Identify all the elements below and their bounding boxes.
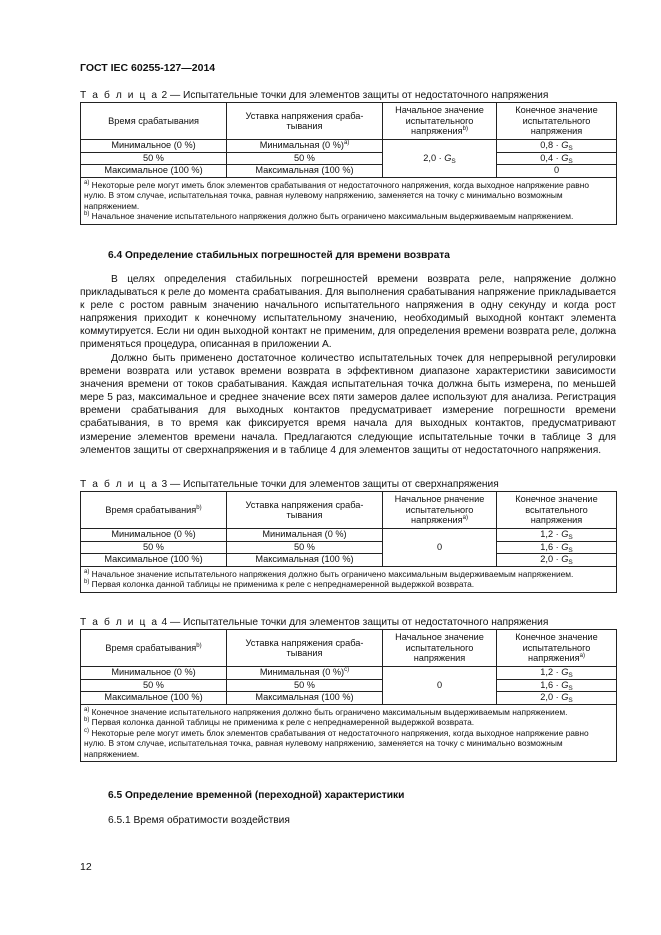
- table3-note-a: $^{a)}$ Начальное значение испытательного напряжения должно быть ограничено максимальным выдерживаемым напряжением.: [84, 568, 574, 579]
- table2-cell: $0,8 \cdot G_S$: [497, 140, 617, 153]
- table4-header-col2: Уставка напряжения сраба-тывания: [227, 630, 383, 667]
- table3-cell: $1,6 \cdot G_S$: [497, 541, 617, 554]
- table3-cell: Минимальное (0 %): [81, 529, 227, 542]
- table4-cell: 50 %: [81, 679, 227, 692]
- table4-caption-text: 4 — Испытательные точки для элементов защиты от недостаточного напряжения: [158, 617, 549, 628]
- table3: [80, 491, 617, 593]
- section-6-4-paragraph-2: Должно быть применено достаточное количество испытательных точек для непрерывной регулировки времени возврата или уставок времени возврата в эффективном диапазоне характеристики зависимости значения времени от токов срабатывания. Каждая испытательная точка должна быть измерена, по меньшей мере 5 раз, максимальное и среднее значение всех пяти замеров далее используют для анализа. Регистрация времени срабатывания для выходных контактов предусматривает измерение погрешности времени срабатывания, в то время как фиксируется время начала для выходных контактов, предусматривают измерение элементов времени начала. Предлагаются следующие испытательные точки в таблице 3 для элементов защиты от сверхнапряжения и в таблице 4 для элементов защиты от недостаточного напряжения.: [80, 353, 616, 456]
- table3-header-col3: Начальное рначение испытательного напряжения$^{a)}$: [383, 492, 497, 529]
- table4-note-c: $^{c)}$ Некоторые реле могут иметь блок элементов срабатывания от недостаточного напряжения, когда выходное напряжение равно нулю. В этом случае, испытательная точка, равная нулевому напряжению, заменяется на точку с минимально возможным напряжением.: [84, 727, 589, 759]
- table3-caption: [80, 479, 499, 490]
- table4-cell: Минимальная (0 %)$^{c)}$: [227, 667, 383, 680]
- table3-caption-label: Т а б л и ц а: [80, 479, 159, 490]
- table2-merged-initial-value: $2,0 \cdot G_S$: [383, 140, 497, 178]
- table2-cell: Максимальное (100 %): [81, 165, 227, 178]
- table2-caption: [80, 90, 548, 101]
- table3-header-col4: Конечное значение всытательного напряжения: [497, 492, 617, 529]
- table2-header-col4: Конечное значение испытательного напряжения: [497, 103, 617, 140]
- table2-caption-text: 2 — Испытательные точки для элементов защиты от недостаточного напряжения: [158, 90, 549, 101]
- section-6-5-title: 6.5 Определение временной (переходной) характеристики: [108, 790, 405, 801]
- table4-caption-label: Т а б л и ц а: [80, 617, 159, 628]
- page-number: 12: [80, 861, 92, 873]
- table4-header-col1: Время срабатывания$^{b)}$: [81, 630, 227, 667]
- table3-cell: Минимальная (0 %): [227, 529, 383, 542]
- table4-merged-initial-value: 0: [383, 667, 497, 705]
- table2-cell: Максимальная (100 %): [227, 165, 383, 178]
- table3-header-col2: Уставка напряжения сраба-тывания: [227, 492, 383, 529]
- table2-notes: [81, 177, 617, 224]
- table3-cell: $2,0 \cdot G_S$: [497, 554, 617, 567]
- table2-header-col1: Время срабатывания: [81, 103, 227, 140]
- table4-cell: Минимальное (0 %): [81, 667, 227, 680]
- table3-notes: [81, 566, 617, 592]
- table4-cell: Максимальная (100 %): [227, 692, 383, 705]
- table4-note-a: $^{a)}$ Конечное значение испытательного напряжения должно быть ограничено максимальным выдерживаемым напряжением.: [84, 706, 568, 717]
- table3-cell: Максимальная (100 %): [227, 554, 383, 567]
- table3-cell: 50 %: [227, 541, 383, 554]
- table2-cell: 50 %: [81, 152, 227, 165]
- table4: [80, 629, 617, 762]
- table4-cell: $1,2 \cdot G_S$: [497, 667, 617, 680]
- table2-header-col3: Начальное значение испытательного напряжения$^{b)}$: [383, 103, 497, 140]
- table2-cell: $0,4 \cdot G_S$: [497, 152, 617, 165]
- table2-note-a: $^{a)}$ Некоторые реле могут иметь блок элементов срабатывания от недостаточного напряжения, когда выходное напряжение равно нулю. В этом случае, испытательная точка, равная нулевому напряжению, заменяется на точку с минимально возможным напряжением.: [84, 179, 589, 211]
- table2-caption-label: Т а б л и ц а: [80, 90, 159, 101]
- table4-cell: $2,0 \cdot G_S$: [497, 692, 617, 705]
- section-6-4-title: 6.4 Определение стабильных погрешностей для времени возврата: [108, 250, 450, 261]
- table2-cell: Минимальная (0 %)$^{a)}$: [227, 140, 383, 153]
- document-header: ГОСТ IEC 60255-127—2014: [80, 62, 216, 74]
- table2-cell: Минимальное (0 %): [81, 140, 227, 153]
- section-6-4-paragraph-1: В целях определения стабильных погрешностей времени возврата реле, напряжение должно прикладываться к реле до момента срабатывания. Для выполнения срабатывания напряжение прикладывается к реле с ростом равным значению начального испытательного напряжения в одну секунду и когда рост напряжения приходит к конечному испытательному значению, необходимый выходной контакт элемента коммутируется. Если ни один выходной контакт не применим, для определения времени возврата реле, должна применяться процедура, описанная в приложении А.: [80, 274, 616, 351]
- table4-cell: 50 %: [227, 679, 383, 692]
- table4-cell: Максимальное (100 %): [81, 692, 227, 705]
- table3-caption-text: 3 — Испытательные точки для элементов защиты от сверхнапряжения: [158, 479, 499, 490]
- table4-note-b: $^{b)}$ Первая колонка данной таблицы не применима к реле с непреднамеренной выдержкой возврата.: [84, 717, 475, 728]
- table2-note-b: $^{b)}$ Начальное значение испытательного напряжения должно быть ограничено максимальным выдерживаемым напряжением.: [84, 211, 574, 222]
- table4-header-col3: Начальное значение испытательного напряжения: [383, 630, 497, 667]
- table3-note-b: $^{b)}$ Первая колонка данной таблицы не применима к реле с непреднамеренной выдержкой возврата.: [84, 579, 475, 590]
- table2-cell: 0: [497, 165, 617, 178]
- table2-header-col2: Уставка напряжения сраба-тывания: [227, 103, 383, 140]
- table4-caption: [80, 617, 548, 628]
- table4-notes: [81, 704, 617, 762]
- section-6-5-1-title: 6.5.1 Время обратимости воздействия: [108, 815, 290, 826]
- table3-cell: Максимальное (100 %): [81, 554, 227, 567]
- table3-cell: $1,2 \cdot G_S$: [497, 529, 617, 542]
- table3-merged-initial-value: 0: [383, 529, 497, 567]
- table4-cell: $1,6 \cdot G_S$: [497, 679, 617, 692]
- table2: [80, 102, 617, 225]
- table3-cell: 50 %: [81, 541, 227, 554]
- table2-cell: 50 %: [227, 152, 383, 165]
- table3-header-col1: Время срабатывания$^{b)}$: [81, 492, 227, 529]
- table4-header-col4: Конечное значение испытательного напряжения$^{a)}$: [497, 630, 617, 667]
